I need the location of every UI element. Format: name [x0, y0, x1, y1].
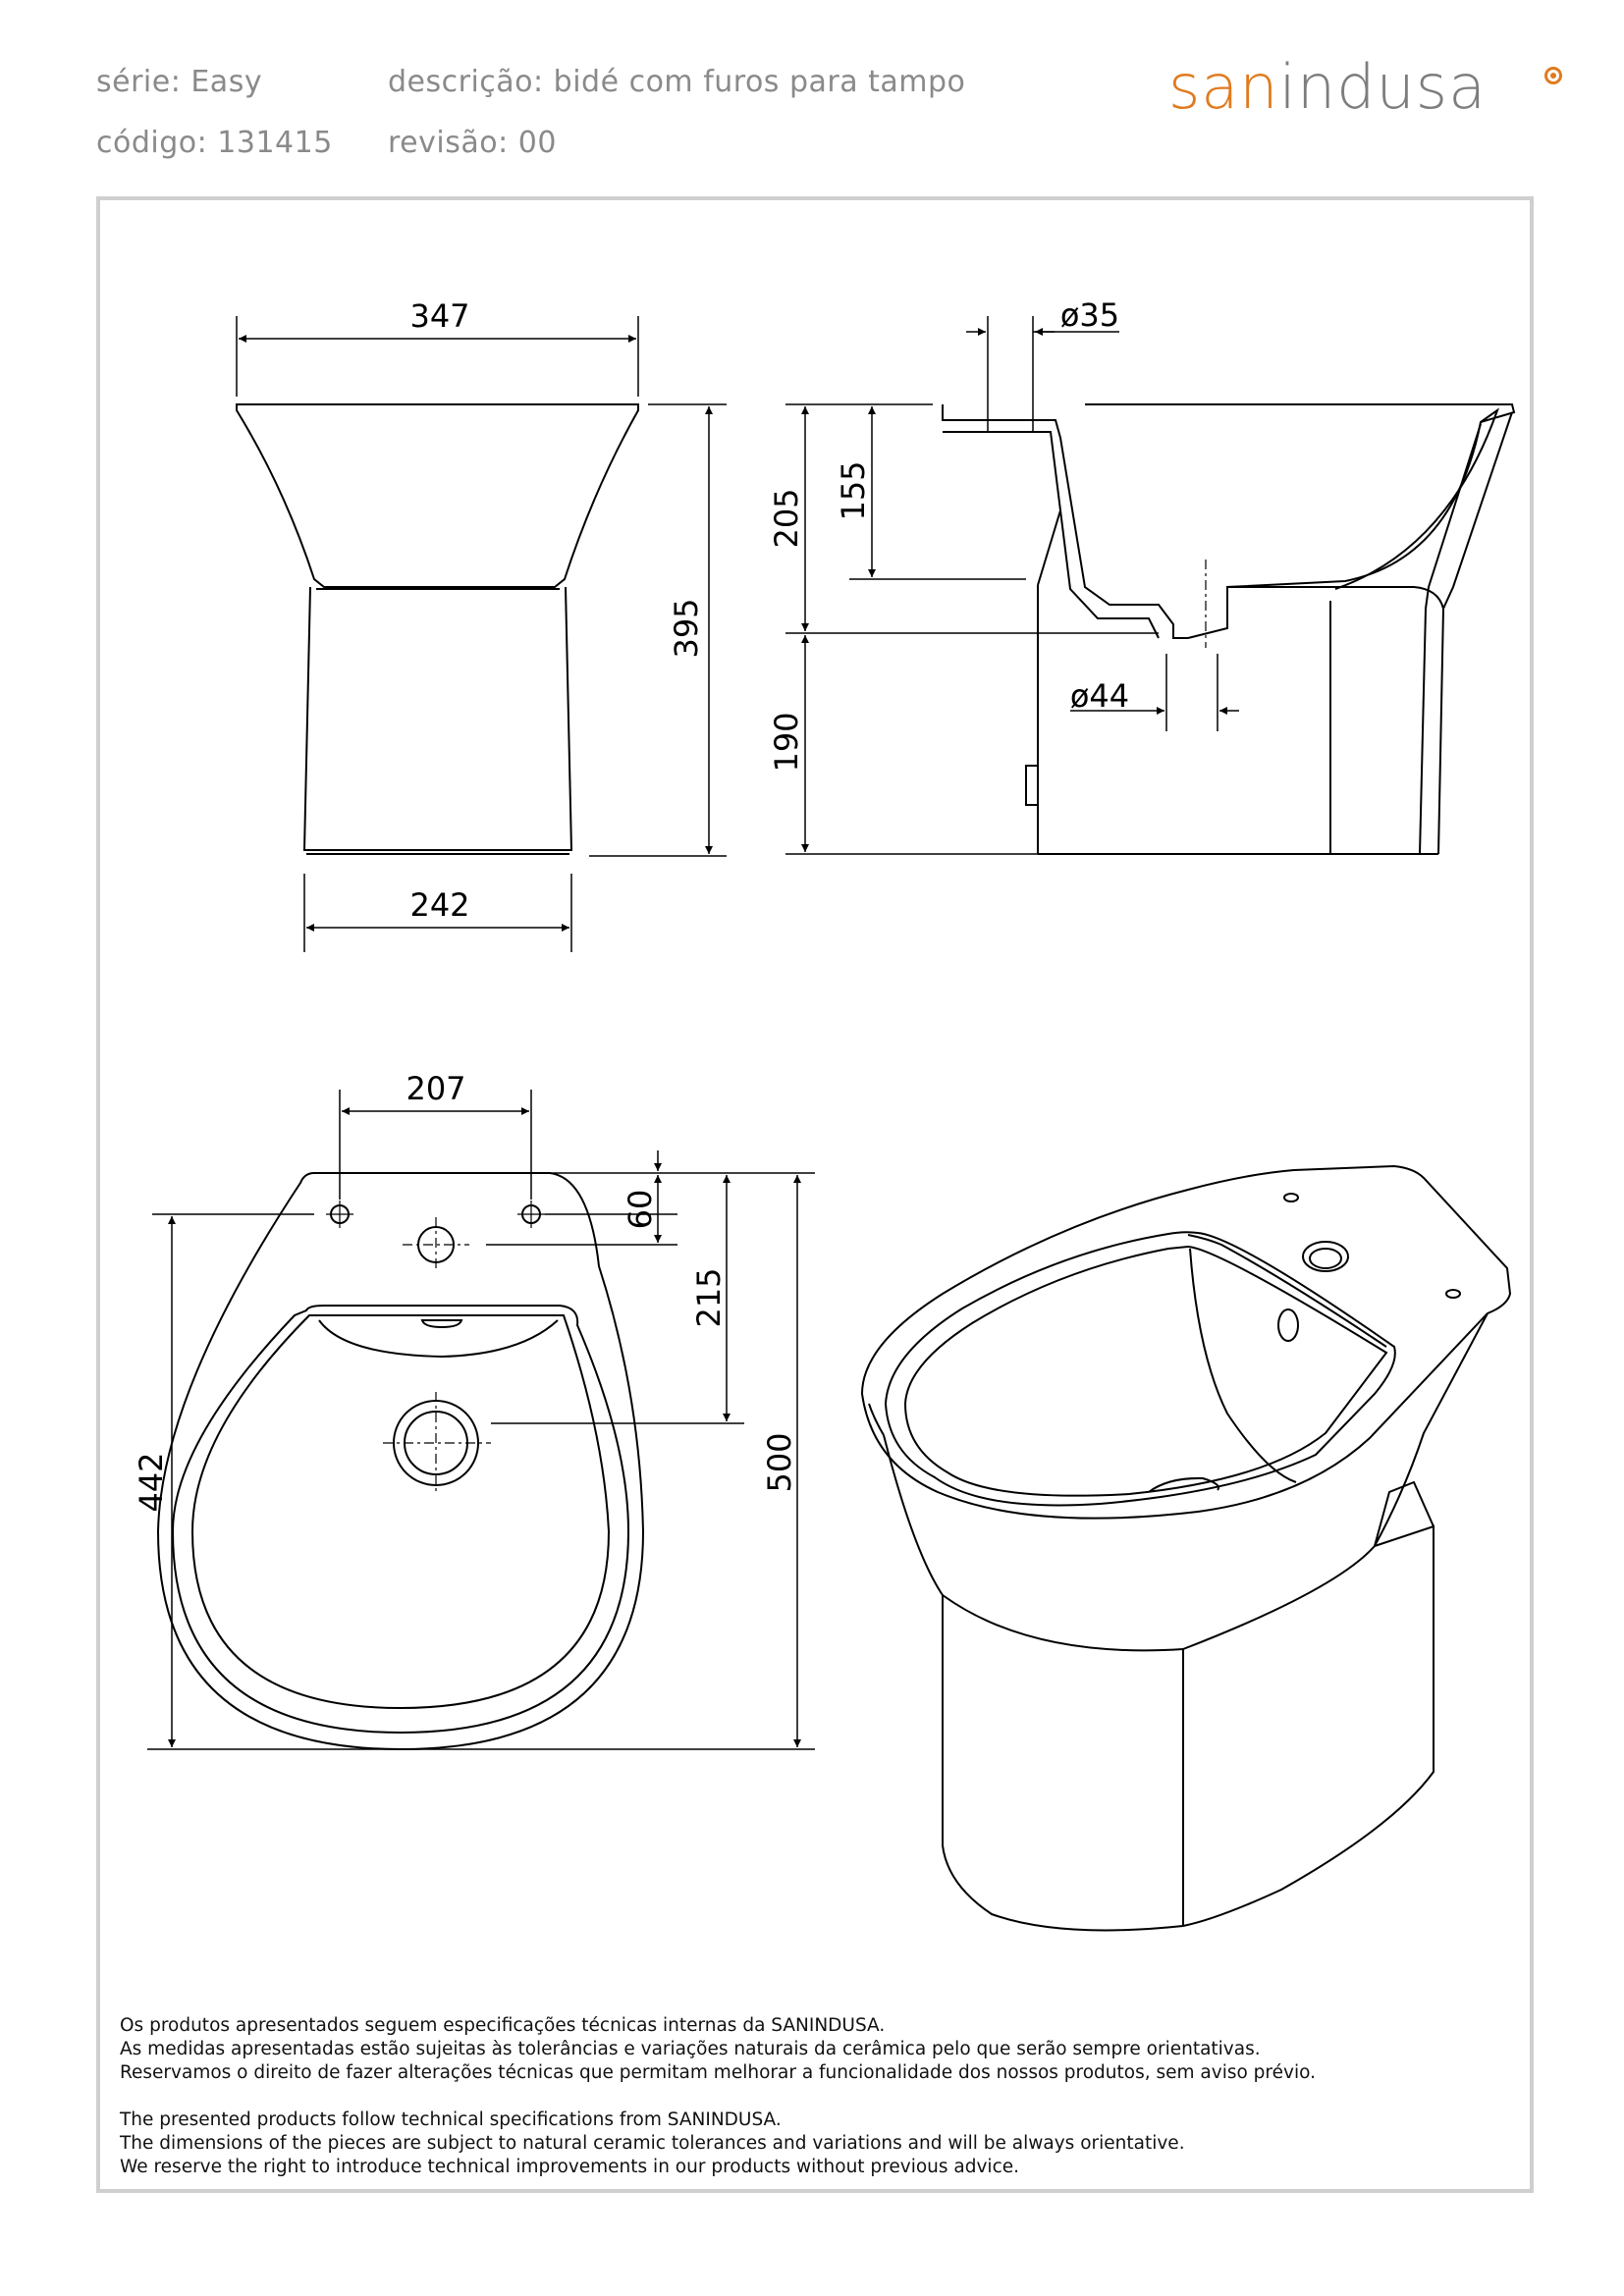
dim-base-width: 242	[409, 886, 470, 924]
dim-length-500: 500	[761, 1432, 798, 1493]
note-pt-1: Os produtos apresentados seguem especificações técnicas internas da SANINDUSA.	[120, 2015, 886, 2036]
note-en-3: We reserve the right to introduce technical improvements in our products without previous advice.	[120, 2157, 1020, 2177]
top-view-dimensions	[147, 1090, 815, 1749]
side-section-view	[943, 404, 1514, 854]
dim-hole-spacing: 207	[406, 1070, 466, 1107]
note-pt-3: Reservamos o direito de fazer alterações técnicas que permitam melhorar a funcionalidade dos nossos produtos, sem aviso prévio.	[120, 2062, 1316, 2083]
isometric-view	[862, 1166, 1510, 1930]
note-en-1: The presented products follow technical specifications from SANINDUSA.	[120, 2109, 782, 2130]
note-en-2: The dimensions of the pieces are subject to natural ceramic tolerances and variations and will be always orientative.	[120, 2133, 1185, 2154]
dim-inlet-diameter: ø35	[1059, 296, 1120, 334]
series-label: série: Easy	[96, 65, 263, 99]
description-label: descrição: bidé com furos para tampo	[388, 65, 966, 99]
dim-bowl-depth: 155	[835, 460, 872, 521]
logo-accent-text: san	[1168, 51, 1279, 123]
front-view	[237, 404, 638, 854]
dim-total-height: 395	[668, 598, 705, 659]
dim-top-width: 347	[409, 297, 470, 335]
dim-drain-offset: 215	[690, 1267, 728, 1328]
code-label: código: 131415	[96, 126, 333, 160]
note-pt-2: As medidas apresentadas estão sujeitas às tolerâncias e variações naturais da cerâmica pelo que serão sempre orientativas.	[120, 2039, 1261, 2059]
dim-outlet-diameter: ø44	[1069, 677, 1130, 715]
revision-label: revisão: 00	[388, 126, 557, 160]
logo-rest-text: indusa	[1278, 51, 1488, 123]
notes-block	[120, 2014, 1514, 2179]
dim-upper-height: 205	[768, 488, 805, 549]
dim-lower-height: 190	[768, 712, 805, 773]
side-section-dimensions	[785, 316, 1239, 854]
dim-length-442: 442	[133, 1452, 170, 1513]
dim-hole-offset: 60	[622, 1189, 659, 1230]
top-view	[158, 1173, 643, 1749]
